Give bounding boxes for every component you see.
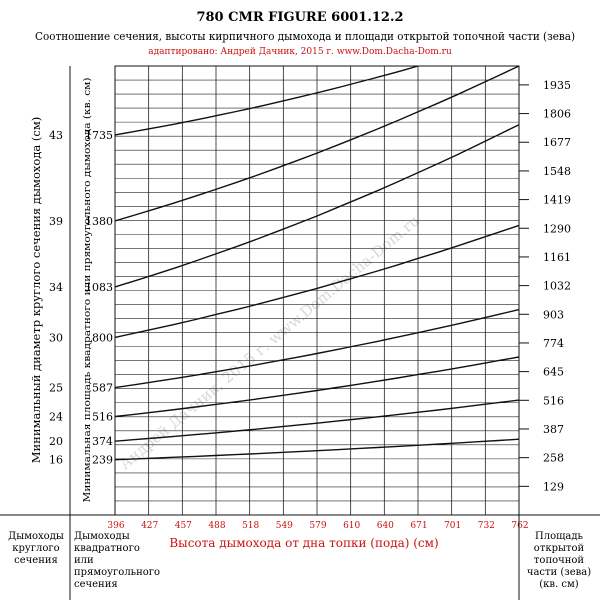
right-axis-tick-label: 1032 [543, 279, 571, 293]
right-axis-tick-label: 258 [543, 451, 564, 465]
x-tick-label: 518 [242, 521, 260, 531]
footer-label-line: открытой [533, 543, 585, 554]
left-inner-axis-title: Минимальная площадь квадратного или прямоугольного дымохода (кв. см) [82, 120, 93, 503]
x-axis-title: Высота дымохода от дна топки (пода) (см) [169, 536, 439, 550]
series-label-square-374: 374 [92, 435, 113, 449]
footer-label-line: части (зева) [526, 567, 592, 578]
series-label-round-587: 25 [49, 381, 63, 395]
series-line-1735 [115, 66, 418, 135]
right-axis-tick-label: 1419 [543, 193, 571, 207]
right-axis-tick-label: 1548 [543, 164, 571, 178]
footer-label-line: прямоугольного [74, 567, 161, 578]
series-label-round-516: 24 [49, 410, 63, 424]
chart-title: 780 CMR FIGURE 6001.12.2 [196, 10, 404, 25]
x-tick-label: 427 [141, 521, 159, 531]
series-label-round-1735: 43 [49, 128, 63, 142]
x-tick-label: 640 [376, 521, 394, 531]
right-axis-tick-label: 774 [543, 336, 564, 350]
footer-label-line: Площадь [535, 531, 583, 542]
series-label-square-800: 800 [92, 331, 113, 345]
right-axis-tick-label: 1290 [543, 222, 571, 236]
x-tick-label: 396 [107, 521, 125, 531]
right-axis-tick-label: 1806 [543, 107, 571, 121]
series-label-round-1380: 39 [49, 214, 63, 228]
right-axis-tick-label: 387 [543, 422, 564, 436]
x-tick-label: 732 [477, 521, 495, 531]
watermark-text: Андрей Дачник, 2015 г. www.Dom.Dacha-Dom.ru [116, 211, 423, 474]
right-axis-tick-label: 516 [543, 394, 564, 408]
footer-label-line: (кв. см) [539, 579, 579, 590]
series-label-square-516: 516 [92, 410, 113, 424]
x-tick-label: 610 [343, 521, 361, 531]
footer-label-line: Дымоходы [8, 531, 64, 542]
series-label-round-800: 30 [49, 331, 63, 345]
right-axis-tick-label: 1677 [543, 136, 571, 150]
opening-area-label [527, 531, 591, 590]
series-label-square-1083: 1083 [85, 280, 113, 294]
right-axis-tick-label: 903 [543, 308, 564, 322]
series-label-round-239: 16 [49, 453, 63, 467]
series-label-round-374: 20 [49, 435, 63, 449]
square-flue-label [74, 531, 160, 590]
left-outer-axis-title: Минимальный диаметр круглого сечения дымохода (см) [29, 116, 43, 464]
x-tick-label: 549 [275, 521, 293, 531]
x-tick-label: 671 [410, 521, 428, 531]
chart-subtitle: Соотношение сечения, высоты кирпичного дымохода и площади открытой топочной части (зева) [35, 30, 575, 43]
right-axis-tick-label: 1161 [543, 250, 571, 264]
round-flue-label [8, 531, 64, 566]
footer-label-line: или [74, 555, 94, 566]
footer-label-line: Дымоходы [74, 531, 130, 542]
series-label-round-1083: 34 [49, 280, 63, 294]
right-axis-tick-label: 645 [543, 365, 564, 379]
footer-label-line: сечения [14, 555, 58, 566]
footer-label-line: круглого [12, 543, 60, 554]
x-tick-label: 488 [208, 521, 226, 531]
series-label-square-239: 239 [92, 453, 113, 467]
x-tick-label: 579 [309, 521, 327, 531]
footer-label-line: квадратного [74, 543, 140, 554]
footer-label-line: сечения [74, 579, 118, 590]
x-tick-label: 457 [174, 521, 192, 531]
x-tick-label: 762 [511, 521, 529, 531]
right-axis-tick-label: 1935 [543, 78, 571, 92]
x-tick-label: 701 [444, 521, 462, 531]
right-axis-tick-label: 129 [543, 480, 564, 494]
series-label-square-587: 587 [92, 381, 113, 395]
credit-text: адаптировано: Андрей Дачник, 2015 г. www.Dom.Dacha-Dom.ru [148, 47, 452, 57]
footer-label-line: топочной [533, 555, 585, 566]
series-label-square-1380: 1380 [85, 214, 113, 228]
grid [115, 66, 519, 515]
series-label-square-1735: 1735 [85, 128, 113, 142]
